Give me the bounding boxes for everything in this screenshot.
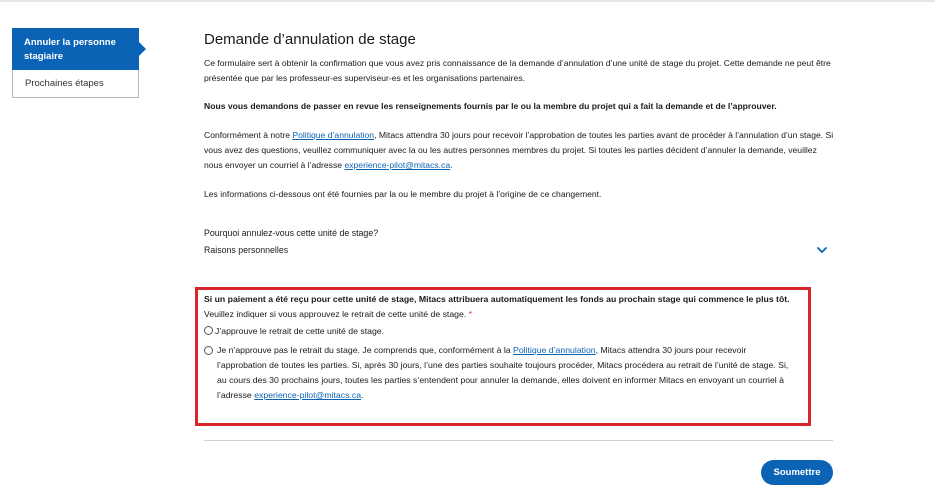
chevron-down-icon[interactable] (816, 245, 828, 255)
approval-instruction-text: Veuillez indiquer si vous approuvez le retrait de cette unité de stage. (204, 309, 467, 319)
policy-paragraph (204, 128, 834, 173)
reason-question-value: Raisons personnelles (204, 245, 289, 255)
sidebar-step-label: Annuler la personne stagiaire (24, 37, 116, 62)
intro-paragraph: Ce formulaire sert à obtenir la confirmation que vous avez pris connaissance de la demande d’annulation d’une unité de stage du projet. Cette demande ne peut être présentée que par les professeur-es superviseur-es et les organisations partenaires. (204, 58, 831, 83)
review-notice: Nous vous demandons de passer en revue les renseignements fournis par le ou la membre du projet qui a fait la demande et de l’approuver. (204, 101, 777, 111)
policy-body: , Mitacs attendra 30 jours pour recevoir l’approbation de toutes les parties avant de procéder à l’annulation d’un stage. Si vous avez des questions, veuillez communiquer avec la ou les autres personnes membres du projet. Si toutes les parties décident d’annuler la demande, veuillez nous envoyer un courriel à l’adresse (204, 130, 834, 170)
sidebar-step-label: Prochaines étapes (25, 78, 104, 89)
reject-radio[interactable] (204, 346, 213, 355)
reason-question-label: Pourquoi annulez-vous cette unité de stage? (204, 228, 379, 238)
payment-warning: Si un paiement a été reçu pour cette unité de stage, Mitacs attribuera automatiquement les fonds au prochain stage qui commence le plus tôt. (204, 294, 790, 304)
sidebar-step-next-steps[interactable] (12, 70, 139, 98)
info-note: Les informations ci-dessous ont été fournies par la ou le membre du projet à l’origine de ce changement. (204, 189, 602, 199)
step-sidebar (12, 28, 139, 98)
policy-prefix: Conformément à notre (204, 130, 293, 140)
approve-label: J’approuve le retrait de cette unité de stage. (215, 326, 385, 336)
form-divider (204, 440, 833, 441)
approve-radio[interactable] (204, 326, 213, 335)
email-link[interactable]: experience-pilot@mitacs.ca (344, 160, 451, 170)
submit-button[interactable]: Soumettre (761, 460, 833, 485)
reject-end: . (361, 390, 364, 400)
reject-policy-link[interactable]: Politique d’annulation (513, 345, 596, 355)
reject-label (215, 343, 794, 403)
approval-instruction (204, 309, 472, 319)
reject-email-link[interactable]: experience-pilot@mitacs.ca (254, 390, 362, 400)
option-reject[interactable] (204, 343, 794, 403)
policy-period: . (450, 160, 453, 170)
sidebar-step-cancel-intern[interactable] (12, 28, 139, 70)
page-title: Demande d’annulation de stage (204, 31, 416, 48)
top-divider (0, 0, 935, 2)
reject-prefix: Je n’approuve pas le retrait du stage. Je comprends que, conformément à la (217, 345, 514, 355)
required-marker: * (468, 309, 473, 319)
reject-body: , Mitacs attendra 30 jours pour recevoir l’approbation de toutes les parties. Si, après 30 jours, l’une des parties souhaite toujours procéder, Mitacs procédera au retrait de l’unité de stage. Si, au cours des 30 prochains jours, toutes les parties s’entendent pour annuler la demande, elles doivent en informer Mitacs en envoyant un courriel à l’adresse (217, 345, 789, 400)
option-approve[interactable] (204, 324, 384, 339)
cancellation-policy-link[interactable]: Politique d’annulation (292, 130, 375, 140)
